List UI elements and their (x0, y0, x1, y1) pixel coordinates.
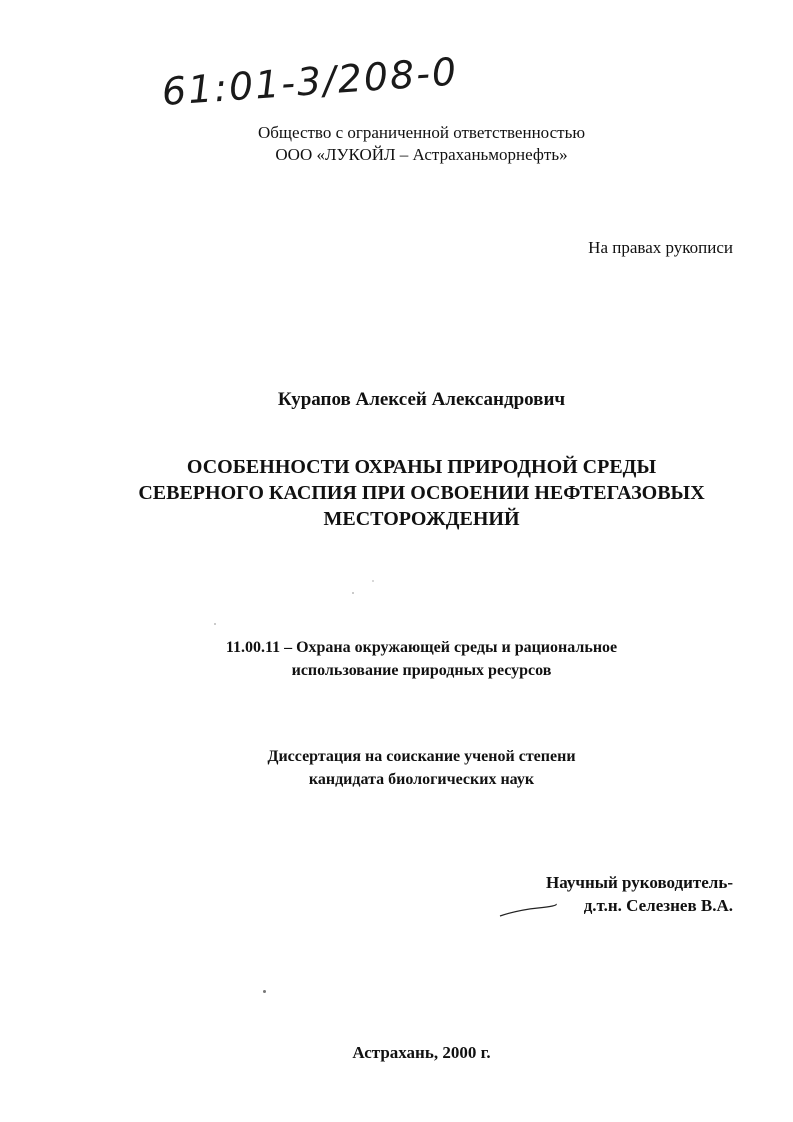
title-line-2: СЕВЕРНОГО КАСПИЯ ПРИ ОСВОЕНИИ НЕФТЕГАЗОВЫХ (138, 482, 705, 504)
dissertation-title (0, 454, 793, 532)
manuscript-rights-note: На правах рукописи (588, 238, 733, 257)
place-and-year: Астрахань, 2000 г. (352, 1043, 491, 1062)
supervisor-line-1: Научный руководитель- (546, 873, 733, 892)
scan-speck (352, 592, 354, 594)
scan-speck (372, 580, 374, 582)
organization-line-2: ООО «ЛУКОЙЛ – Астраханьморнефть» (275, 145, 568, 164)
title-line-1: ОСОБЕННОСТИ ОХРАНЫ ПРИРОДНОЙ СРЕДЫ (186, 456, 657, 478)
degree-line-1: Диссертация на соискание ученой степени (267, 748, 576, 765)
signature-stroke (498, 900, 558, 920)
degree-line-2: кандидата биологических наук (308, 771, 535, 788)
title-line-3: МЕСТОРОЖДЕНИЙ (323, 508, 520, 530)
specialty-line-2: использование природных ресурсов (291, 662, 552, 679)
specialty-code (0, 636, 793, 682)
scan-speck (214, 623, 216, 625)
scientific-supervisor (546, 871, 733, 917)
supervisor-line-2: д.т.н. Селезнев В.А. (583, 896, 733, 915)
organization-line-1: Общество с ограниченной ответственностью (257, 123, 586, 142)
degree-statement (0, 745, 793, 791)
handwritten-archive-code: 61:01-3/208-0 (160, 49, 460, 114)
specialty-line-1: 11.00.11 – Охрана окружающей среды и рациональное (225, 639, 618, 656)
scan-speck (263, 990, 266, 993)
organization-header (0, 122, 793, 166)
author-name: Курапов Алексей Александрович (277, 389, 566, 410)
